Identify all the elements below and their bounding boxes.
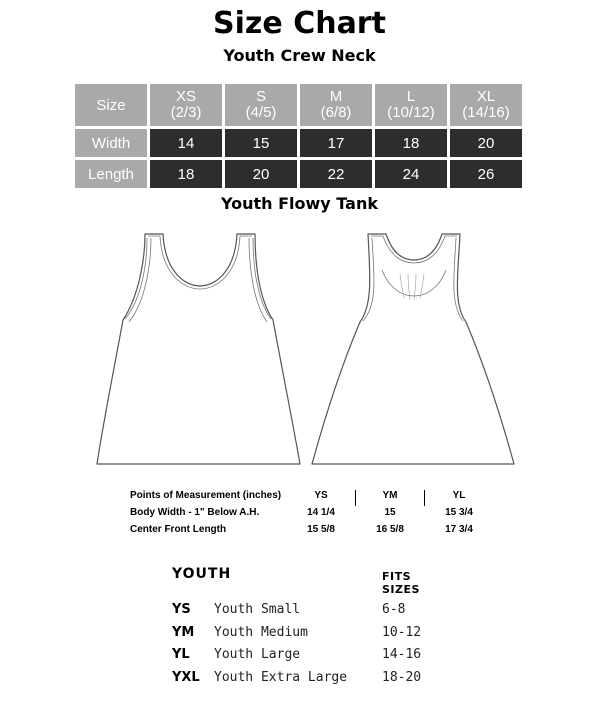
table-cell: 26 xyxy=(450,160,522,188)
size-range: (4/5) xyxy=(245,104,277,121)
column-divider xyxy=(355,490,356,506)
crew-neck-heading: Youth Crew Neck xyxy=(223,46,376,65)
table-cell: 15 5/8 xyxy=(307,524,335,535)
table-cell: 15 xyxy=(384,507,396,518)
tank-back-illustration xyxy=(308,224,518,474)
size-code: XL xyxy=(476,88,496,105)
table-cell: 15 xyxy=(225,129,297,157)
table-cell: 14 1/4 xyxy=(307,507,335,518)
size-abbr: YS xyxy=(172,602,191,617)
size-code: XS xyxy=(175,88,196,105)
page-title: Size Chart xyxy=(213,6,386,41)
size-name: Youth Medium xyxy=(214,624,308,640)
table-cell: 18 xyxy=(375,129,447,157)
size-row-label: Size xyxy=(75,84,147,126)
tank-front-illustration xyxy=(93,224,303,474)
table-cell: 15 3/4 xyxy=(445,507,473,518)
table-row-width xyxy=(75,129,522,157)
size-code: S xyxy=(255,88,266,105)
table-cell: 24 xyxy=(375,160,447,188)
fits-range: 6-8 xyxy=(382,602,406,617)
table-cell: 22 xyxy=(300,160,372,188)
size-column-m xyxy=(300,84,372,126)
crew-neck-size-table xyxy=(72,81,525,191)
row-label-length: Length xyxy=(75,160,147,188)
size-abbr: YM xyxy=(172,624,195,640)
fits-range: 10-12 xyxy=(382,624,422,640)
size-range: (10/12) xyxy=(387,104,435,121)
table-header-row xyxy=(75,84,522,126)
size-name: Youth Large xyxy=(214,647,301,662)
size-column-xs xyxy=(150,84,222,126)
size-column-l xyxy=(375,84,447,126)
table-cell: 14 xyxy=(150,129,222,157)
size-code: L xyxy=(406,88,416,105)
pom-size-yl: YL xyxy=(452,490,466,501)
size-range: (14/16) xyxy=(462,104,510,121)
size-abbr: YXL xyxy=(172,669,200,685)
fits-range: 14-16 xyxy=(382,647,422,662)
table-cell: 20 xyxy=(450,129,522,157)
youth-heading: YOUTH xyxy=(172,566,232,582)
size-column-s xyxy=(225,84,297,126)
table-cell: 16 5/8 xyxy=(376,524,404,535)
size-abbr: YL xyxy=(172,647,190,662)
table-cell: 17 3/4 xyxy=(445,524,473,535)
table-cell: 18 xyxy=(150,160,222,188)
table-row-length xyxy=(75,160,522,188)
pom-size-ym: YM xyxy=(382,490,398,501)
fits-sizes-heading: FITS SIZES xyxy=(382,570,420,596)
table-cell: 17 xyxy=(300,129,372,157)
flowy-tank-heading: Youth Flowy Tank xyxy=(221,194,378,213)
size-code: M xyxy=(329,88,343,105)
pom-row-label: Center Front Length xyxy=(130,524,227,535)
pom-heading: Points of Measurement (inches) xyxy=(130,490,282,501)
size-range: (2/3) xyxy=(170,104,202,121)
pom-size-ys: YS xyxy=(314,490,328,501)
row-label-width: Width xyxy=(75,129,147,157)
size-name: Youth Small xyxy=(214,602,301,617)
column-divider xyxy=(424,490,425,506)
size-range: (6/8) xyxy=(320,104,352,121)
size-column-xl xyxy=(450,84,522,126)
table-cell: 20 xyxy=(225,160,297,188)
size-name: Youth Extra Large xyxy=(214,669,348,685)
fits-range: 18-20 xyxy=(382,669,422,685)
pom-row-label: Body Width - 1" Below A.H. xyxy=(130,507,260,518)
